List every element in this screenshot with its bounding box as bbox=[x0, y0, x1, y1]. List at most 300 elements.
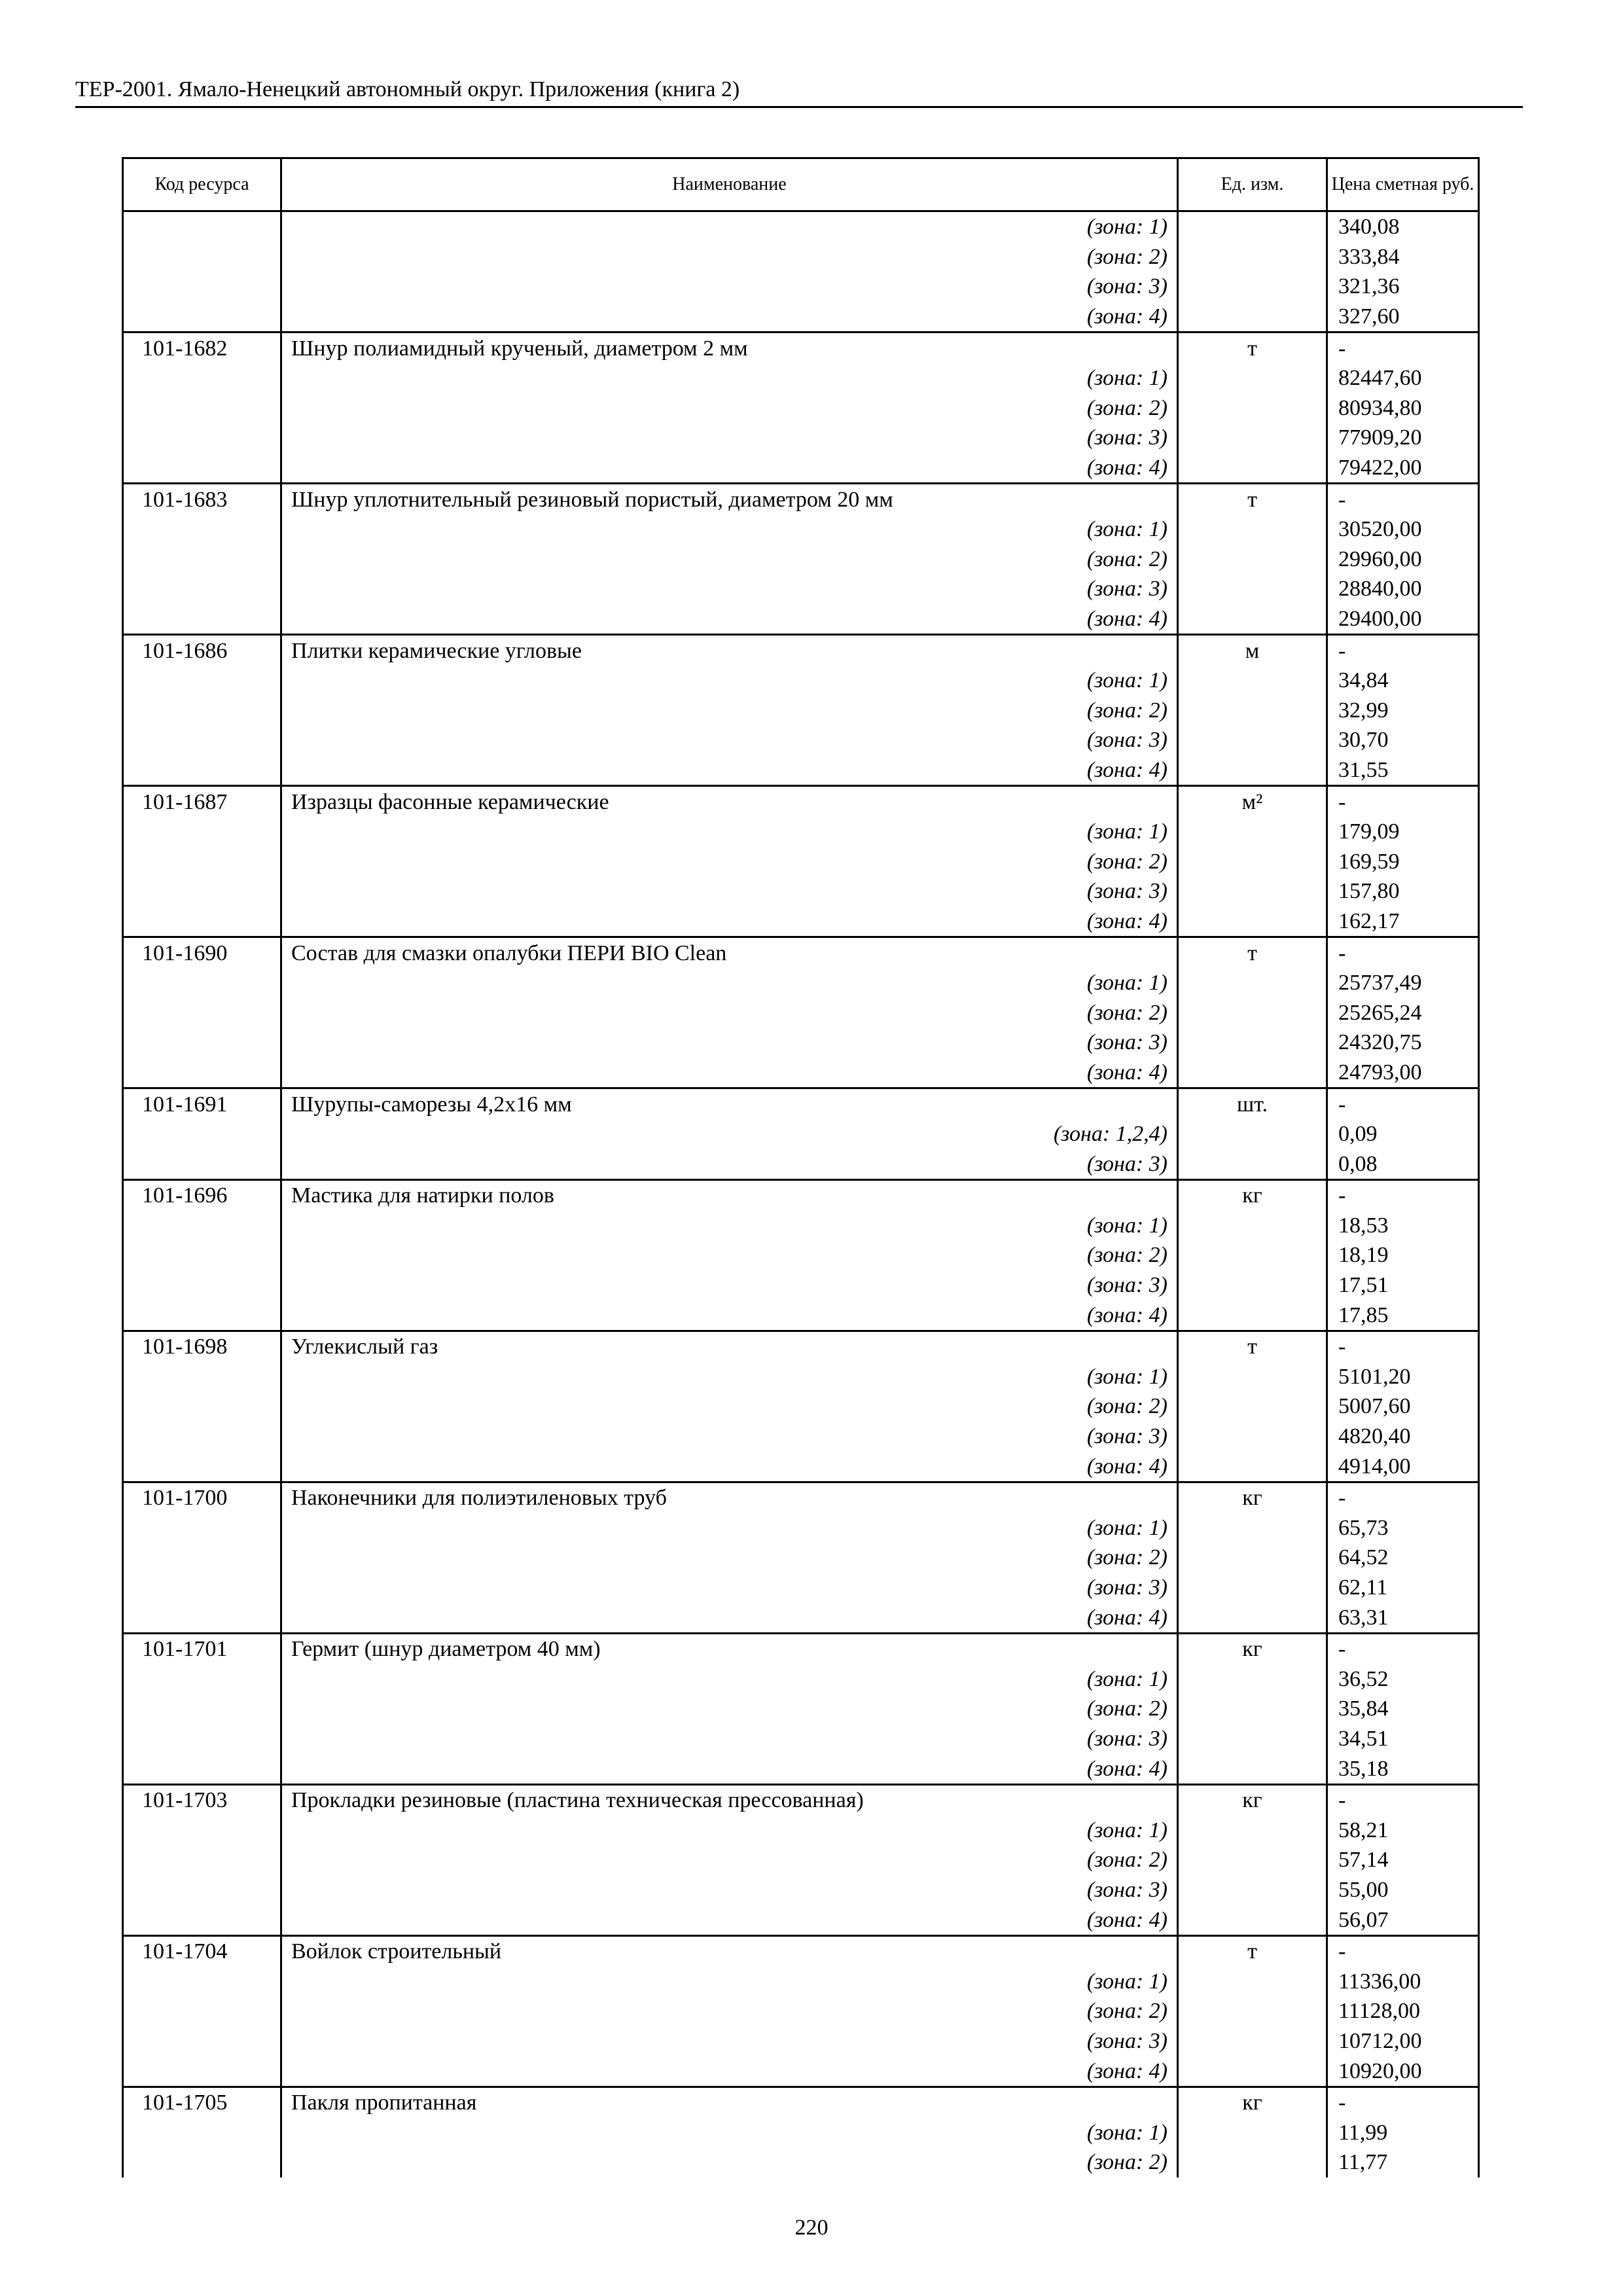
zone-price: 4820,40 bbox=[1327, 1422, 1479, 1452]
resource-code: 101-1696 bbox=[123, 1180, 281, 1211]
zone-price: 169,59 bbox=[1327, 846, 1479, 876]
resource-code: 101-1691 bbox=[123, 1088, 281, 1119]
zone-price: 179,09 bbox=[1327, 817, 1479, 847]
zone-price: 63,31 bbox=[1327, 1602, 1479, 1633]
zone-price: 64,52 bbox=[1327, 1543, 1479, 1573]
zone-row bbox=[123, 1694, 1479, 1724]
zone-row bbox=[123, 1966, 1479, 1996]
unit-of-measure: м bbox=[1178, 635, 1327, 666]
zone-row bbox=[123, 1149, 1479, 1179]
table-row bbox=[123, 937, 1479, 968]
zone-label: (зона: 2) bbox=[281, 393, 1178, 423]
code-cell bbox=[123, 755, 281, 786]
unit-cell bbox=[1178, 1966, 1327, 1996]
unit-cell bbox=[1178, 242, 1327, 272]
zone-label: (зона: 3) bbox=[281, 574, 1178, 604]
code-cell bbox=[123, 1815, 281, 1845]
unit-cell bbox=[1178, 846, 1327, 876]
code-cell bbox=[123, 1211, 281, 1241]
resource-name: Шнур уплотнительный резиновый пористый, диаметром 20 мм bbox=[281, 484, 1178, 514]
zone-row bbox=[123, 755, 1479, 786]
zone-price: 24793,00 bbox=[1327, 1058, 1479, 1088]
code-cell bbox=[123, 272, 281, 302]
resource-name: Плитки керамические угловые bbox=[281, 635, 1178, 666]
zone-label: (зона: 4) bbox=[281, 906, 1178, 937]
unit-cell bbox=[1178, 725, 1327, 755]
base-price: - bbox=[1327, 1180, 1479, 1211]
resource-code: 101-1703 bbox=[123, 1784, 281, 1815]
zone-price: 35,84 bbox=[1327, 1694, 1479, 1724]
code-cell bbox=[123, 906, 281, 937]
base-price: - bbox=[1327, 1633, 1479, 1664]
unit-cell bbox=[1178, 1422, 1327, 1452]
zone-row bbox=[123, 696, 1479, 726]
unit-cell bbox=[1178, 696, 1327, 726]
code-cell bbox=[123, 363, 281, 393]
unit-cell bbox=[1178, 1362, 1327, 1392]
code-cell bbox=[123, 302, 281, 332]
zone-price: 0,09 bbox=[1327, 1119, 1479, 1149]
unit-cell bbox=[1178, 2147, 1327, 2178]
zone-label: (зона: 3) bbox=[281, 1875, 1178, 1905]
zone-price: 36,52 bbox=[1327, 1664, 1479, 1695]
zone-price: 29960,00 bbox=[1327, 545, 1479, 575]
unit-cell bbox=[1178, 272, 1327, 302]
zone-row bbox=[123, 1058, 1479, 1088]
resource-name: Шнур полиамидный крученый, диаметром 2 мм bbox=[281, 332, 1178, 363]
zone-row bbox=[123, 1815, 1479, 1845]
zone-label: (зона: 2) bbox=[281, 2147, 1178, 2178]
unit-cell bbox=[1178, 1058, 1327, 1088]
zone-row bbox=[123, 1573, 1479, 1603]
code-cell bbox=[123, 393, 281, 423]
code-cell bbox=[123, 997, 281, 1028]
unit-of-measure: т bbox=[1178, 1935, 1327, 1966]
zone-row bbox=[123, 1422, 1479, 1452]
base-price: - bbox=[1327, 786, 1479, 817]
unit-cell bbox=[1178, 1875, 1327, 1905]
zone-price: 79422,00 bbox=[1327, 453, 1479, 484]
unit-of-measure: т bbox=[1178, 937, 1327, 968]
unit-of-measure: шт. bbox=[1178, 1088, 1327, 1119]
unit-cell bbox=[1178, 574, 1327, 604]
zone-label: (зона: 2) bbox=[281, 846, 1178, 876]
zone-row bbox=[123, 302, 1479, 332]
code-cell bbox=[123, 211, 281, 242]
resource-code: 101-1705 bbox=[123, 2087, 281, 2117]
zone-price: 10712,00 bbox=[1327, 2026, 1479, 2056]
zone-price: 30520,00 bbox=[1327, 514, 1479, 545]
zone-row bbox=[123, 666, 1479, 696]
zone-label: (зона: 2) bbox=[281, 1694, 1178, 1724]
resource-name: Прокладки резиновые (пластина техническая прессованная) bbox=[281, 1784, 1178, 1815]
table-row bbox=[123, 484, 1479, 514]
zone-price: 32,99 bbox=[1327, 696, 1479, 726]
unit-cell bbox=[1178, 1573, 1327, 1603]
zone-label: (зона: 1) bbox=[281, 666, 1178, 696]
zone-row bbox=[123, 906, 1479, 937]
zone-label: (зона: 3) bbox=[281, 423, 1178, 453]
zone-price: 24320,75 bbox=[1327, 1028, 1479, 1058]
zone-label: (зона: 2) bbox=[281, 997, 1178, 1028]
zone-label: (зона: 1) bbox=[281, 817, 1178, 847]
code-cell bbox=[123, 846, 281, 876]
zone-label: (зона: 1) bbox=[281, 514, 1178, 545]
zone-price: 25265,24 bbox=[1327, 997, 1479, 1028]
zone-price: 56,07 bbox=[1327, 1905, 1479, 1935]
resource-code: 101-1698 bbox=[123, 1331, 281, 1361]
zone-price: 5101,20 bbox=[1327, 1362, 1479, 1392]
zone-row bbox=[123, 604, 1479, 635]
resource-name: Пакля пропитанная bbox=[281, 2087, 1178, 2117]
code-cell bbox=[123, 725, 281, 755]
zone-row bbox=[123, 1602, 1479, 1633]
unit-cell bbox=[1178, 393, 1327, 423]
resource-name: Войлок строительный bbox=[281, 1935, 1178, 1966]
resource-code: 101-1690 bbox=[123, 937, 281, 968]
table-body bbox=[123, 211, 1479, 2178]
unit-of-measure: кг bbox=[1178, 1482, 1327, 1513]
code-cell bbox=[123, 817, 281, 847]
code-cell bbox=[123, 1664, 281, 1695]
zone-price: 82447,60 bbox=[1327, 363, 1479, 393]
zone-price: 11336,00 bbox=[1327, 1966, 1479, 1996]
resource-name: Наконечники для полиэтиленовых труб bbox=[281, 1482, 1178, 1513]
zone-label: (зона: 3) bbox=[281, 1149, 1178, 1179]
code-cell bbox=[123, 1602, 281, 1633]
unit-cell bbox=[1178, 211, 1327, 242]
base-price: - bbox=[1327, 1784, 1479, 1815]
code-cell bbox=[123, 514, 281, 545]
code-cell bbox=[123, 1513, 281, 1543]
zone-price: 77909,20 bbox=[1327, 423, 1479, 453]
zone-label: (зона: 2) bbox=[281, 696, 1178, 726]
zone-row bbox=[123, 817, 1479, 847]
code-cell bbox=[123, 242, 281, 272]
zone-label: (зона: 4) bbox=[281, 1451, 1178, 1482]
zone-label: (зона: 3) bbox=[281, 1270, 1178, 1300]
zone-label: (зона: 1) bbox=[281, 211, 1178, 242]
zone-label: (зона: 4) bbox=[281, 1905, 1178, 1935]
zone-label: (зона: 1) bbox=[281, 1362, 1178, 1392]
code-cell bbox=[123, 1573, 281, 1603]
zone-price: 17,51 bbox=[1327, 1270, 1479, 1300]
table-row bbox=[123, 786, 1479, 817]
page-number: 220 bbox=[794, 2215, 829, 2240]
zone-price: 10920,00 bbox=[1327, 2056, 1479, 2087]
zone-price: 30,70 bbox=[1327, 725, 1479, 755]
base-price: - bbox=[1327, 484, 1479, 514]
code-cell bbox=[123, 423, 281, 453]
unit-cell bbox=[1178, 453, 1327, 484]
zone-label: (зона: 2) bbox=[281, 545, 1178, 575]
unit-of-measure: м² bbox=[1178, 786, 1327, 817]
unit-cell bbox=[1178, 1149, 1327, 1179]
zone-row bbox=[123, 211, 1479, 242]
resource-name: Шурупы-саморезы 4,2х16 мм bbox=[281, 1088, 1178, 1119]
resource-name: Углекислый газ bbox=[281, 1331, 1178, 1361]
unit-cell bbox=[1178, 666, 1327, 696]
zone-label: (зона: 4) bbox=[281, 1602, 1178, 1633]
zone-row bbox=[123, 846, 1479, 876]
unit-cell bbox=[1178, 604, 1327, 635]
zone-row bbox=[123, 1211, 1479, 1241]
zone-label: (зона: 4) bbox=[281, 604, 1178, 635]
zone-row bbox=[123, 1664, 1479, 1695]
code-cell bbox=[123, 453, 281, 484]
resource-code: 101-1682 bbox=[123, 332, 281, 363]
zone-label: (зона: 3) bbox=[281, 876, 1178, 906]
code-cell bbox=[123, 1966, 281, 1996]
base-price: - bbox=[1327, 1331, 1479, 1361]
unit-cell bbox=[1178, 514, 1327, 545]
resource-name: Мастика для натирки полов bbox=[281, 1180, 1178, 1211]
code-cell bbox=[123, 1451, 281, 1482]
code-cell bbox=[123, 1694, 281, 1724]
table-row bbox=[123, 1088, 1479, 1119]
unit-of-measure: т bbox=[1178, 1331, 1327, 1361]
zone-price: 62,11 bbox=[1327, 1573, 1479, 1603]
zone-label: (зона: 3) bbox=[281, 725, 1178, 755]
zone-label: (зона: 4) bbox=[281, 1300, 1178, 1331]
unit-cell bbox=[1178, 1391, 1327, 1422]
table-row bbox=[123, 332, 1479, 363]
unit-cell bbox=[1178, 1119, 1327, 1149]
code-cell bbox=[123, 2026, 281, 2056]
code-cell bbox=[123, 1300, 281, 1331]
resource-code: 101-1687 bbox=[123, 786, 281, 817]
base-price: - bbox=[1327, 1088, 1479, 1119]
zone-row bbox=[123, 1753, 1479, 1784]
zone-price: 28840,00 bbox=[1327, 574, 1479, 604]
zone-label: (зона: 1) bbox=[281, 1664, 1178, 1695]
zone-row bbox=[123, 1543, 1479, 1573]
unit-of-measure: кг bbox=[1178, 1180, 1327, 1211]
zone-row bbox=[123, 1300, 1479, 1331]
unit-cell bbox=[1178, 2026, 1327, 2056]
zone-row bbox=[123, 514, 1479, 545]
zone-label: (зона: 4) bbox=[281, 453, 1178, 484]
table-row bbox=[123, 635, 1479, 666]
unit-cell bbox=[1178, 1300, 1327, 1331]
table-row bbox=[123, 1935, 1479, 1966]
zone-price: 34,51 bbox=[1327, 1724, 1479, 1754]
code-cell bbox=[123, 1845, 281, 1875]
zone-row bbox=[123, 2147, 1479, 2178]
unit-cell bbox=[1178, 1543, 1327, 1573]
code-cell bbox=[123, 1422, 281, 1452]
code-cell bbox=[123, 2147, 281, 2178]
code-cell bbox=[123, 1724, 281, 1754]
code-cell bbox=[123, 1753, 281, 1784]
zone-label: (зона: 2) bbox=[281, 1391, 1178, 1422]
zone-row bbox=[123, 574, 1479, 604]
unit-cell bbox=[1178, 997, 1327, 1028]
unit-cell bbox=[1178, 423, 1327, 453]
unit-cell bbox=[1178, 1996, 1327, 2026]
table-row bbox=[123, 1482, 1479, 1513]
unit-of-measure: т bbox=[1178, 484, 1327, 514]
table-row bbox=[123, 2087, 1479, 2117]
resource-name: Изразцы фасонные керамические bbox=[281, 786, 1178, 817]
zone-row bbox=[123, 997, 1479, 1028]
base-price: - bbox=[1327, 1935, 1479, 1966]
code-cell bbox=[123, 1996, 281, 2026]
code-cell bbox=[123, 696, 281, 726]
unit-cell bbox=[1178, 363, 1327, 393]
zone-row bbox=[123, 363, 1479, 393]
resource-name: Состав для смазки опалубки ПЕРИ BIO Clean bbox=[281, 937, 1178, 968]
zone-price: 65,73 bbox=[1327, 1513, 1479, 1543]
code-cell bbox=[123, 574, 281, 604]
unit-cell bbox=[1178, 1513, 1327, 1543]
resource-code: 101-1686 bbox=[123, 635, 281, 666]
code-cell bbox=[123, 1270, 281, 1300]
code-cell bbox=[123, 1905, 281, 1935]
zone-price: 11,99 bbox=[1327, 2117, 1479, 2147]
unit-cell bbox=[1178, 1270, 1327, 1300]
unit-cell bbox=[1178, 817, 1327, 847]
zone-price: 80934,80 bbox=[1327, 393, 1479, 423]
zone-row bbox=[123, 545, 1479, 575]
zone-price: 0,08 bbox=[1327, 1149, 1479, 1179]
resource-code: 101-1701 bbox=[123, 1633, 281, 1664]
zone-price: 58,21 bbox=[1327, 1815, 1479, 1845]
zone-price: 4914,00 bbox=[1327, 1451, 1479, 1482]
zone-row bbox=[123, 1270, 1479, 1300]
zone-row bbox=[123, 2056, 1479, 2087]
zone-label: (зона: 3) bbox=[281, 1422, 1178, 1452]
unit-cell bbox=[1178, 1815, 1327, 1845]
base-price: - bbox=[1327, 635, 1479, 666]
table-row bbox=[123, 1331, 1479, 1361]
zone-label: (зона: 1) bbox=[281, 1966, 1178, 1996]
zone-row bbox=[123, 1724, 1479, 1754]
zone-label: (зона: 4) bbox=[281, 1753, 1178, 1784]
zone-price: 35,18 bbox=[1327, 1753, 1479, 1784]
running-header: ТЕР-2001. Ямало-Ненецкий автономный округ. Приложения (книга 2) bbox=[75, 73, 1523, 108]
unit-cell bbox=[1178, 1724, 1327, 1754]
unit-of-measure: кг bbox=[1178, 2087, 1327, 2117]
table-row bbox=[123, 1784, 1479, 1815]
zone-label: (зона: 4) bbox=[281, 1058, 1178, 1088]
unit-cell bbox=[1178, 1905, 1327, 1935]
base-price: - bbox=[1327, 937, 1479, 968]
unit-cell bbox=[1178, 1451, 1327, 1482]
zone-price: 18,53 bbox=[1327, 1211, 1479, 1241]
zone-label: (зона: 2) bbox=[281, 1845, 1178, 1875]
zone-price: 5007,60 bbox=[1327, 1391, 1479, 1422]
base-price: - bbox=[1327, 1482, 1479, 1513]
zone-row bbox=[123, 453, 1479, 484]
resource-name: Гермит (шнур диаметром 40 мм) bbox=[281, 1633, 1178, 1664]
unit-of-measure: кг bbox=[1178, 1633, 1327, 1664]
code-cell bbox=[123, 545, 281, 575]
zone-price: 57,14 bbox=[1327, 1845, 1479, 1875]
zone-row bbox=[123, 1875, 1479, 1905]
code-cell bbox=[123, 1149, 281, 1179]
zone-row bbox=[123, 725, 1479, 755]
zone-price: 55,00 bbox=[1327, 1875, 1479, 1905]
unit-cell bbox=[1178, 545, 1327, 575]
column-header-unit: Ед. изм. bbox=[1178, 158, 1327, 211]
zone-label: (зона: 1) bbox=[281, 968, 1178, 998]
unit-cell bbox=[1178, 1211, 1327, 1241]
zone-price: 11,77 bbox=[1327, 2147, 1479, 2178]
zone-price: 333,84 bbox=[1327, 242, 1479, 272]
zone-row bbox=[123, 1240, 1479, 1270]
zone-label: (зона: 2) bbox=[281, 1996, 1178, 2026]
zone-label: (зона: 2) bbox=[281, 242, 1178, 272]
unit-cell bbox=[1178, 1602, 1327, 1633]
zone-price: 34,84 bbox=[1327, 666, 1479, 696]
unit-cell bbox=[1178, 755, 1327, 786]
unit-of-measure: кг bbox=[1178, 1784, 1327, 1815]
code-cell bbox=[123, 1028, 281, 1058]
zone-label: (зона: 4) bbox=[281, 755, 1178, 786]
unit-of-measure: т bbox=[1178, 332, 1327, 363]
zone-row bbox=[123, 1119, 1479, 1149]
zone-price: 25737,49 bbox=[1327, 968, 1479, 998]
zone-label: (зона: 3) bbox=[281, 2026, 1178, 2056]
zone-label: (зона: 1) bbox=[281, 1815, 1178, 1845]
zone-label: (зона: 2) bbox=[281, 1543, 1178, 1573]
zone-price: 11128,00 bbox=[1327, 1996, 1479, 2026]
unit-cell bbox=[1178, 1694, 1327, 1724]
zone-label: (зона: 1,2,4) bbox=[281, 1119, 1178, 1149]
zone-price: 327,60 bbox=[1327, 302, 1479, 332]
code-cell bbox=[123, 2117, 281, 2147]
unit-cell bbox=[1178, 302, 1327, 332]
code-cell bbox=[123, 1543, 281, 1573]
zone-row bbox=[123, 1451, 1479, 1482]
zone-label: (зона: 1) bbox=[281, 2117, 1178, 2147]
code-cell bbox=[123, 2056, 281, 2087]
code-cell bbox=[123, 1240, 281, 1270]
code-cell bbox=[123, 1119, 281, 1149]
zone-label: (зона: 4) bbox=[281, 302, 1178, 332]
zone-price: 18,19 bbox=[1327, 1240, 1479, 1270]
column-header-price: Цена сметная руб. bbox=[1327, 158, 1479, 211]
code-cell bbox=[123, 1391, 281, 1422]
zone-label: (зона: 1) bbox=[281, 1211, 1178, 1241]
zone-price: 321,36 bbox=[1327, 272, 1479, 302]
zone-price: 340,08 bbox=[1327, 211, 1479, 242]
code-cell bbox=[123, 604, 281, 635]
table-row bbox=[123, 1180, 1479, 1211]
unit-cell bbox=[1178, 1028, 1327, 1058]
zone-row bbox=[123, 272, 1479, 302]
zone-row bbox=[123, 1513, 1479, 1543]
base-price: - bbox=[1327, 332, 1479, 363]
zone-price: 17,85 bbox=[1327, 1300, 1479, 1331]
zone-price: 157,80 bbox=[1327, 876, 1479, 906]
zone-row bbox=[123, 2117, 1479, 2147]
zone-label: (зона: 1) bbox=[281, 1513, 1178, 1543]
column-header-name: Наименование bbox=[281, 158, 1178, 211]
zone-row bbox=[123, 876, 1479, 906]
unit-cell bbox=[1178, 876, 1327, 906]
zone-row bbox=[123, 393, 1479, 423]
zone-row bbox=[123, 1391, 1479, 1422]
zone-row bbox=[123, 1905, 1479, 1935]
zone-row bbox=[123, 242, 1479, 272]
zone-price: 31,55 bbox=[1327, 755, 1479, 786]
price-table bbox=[122, 157, 1480, 2178]
unit-cell bbox=[1178, 968, 1327, 998]
resource-code: 101-1700 bbox=[123, 1482, 281, 1513]
code-cell bbox=[123, 876, 281, 906]
